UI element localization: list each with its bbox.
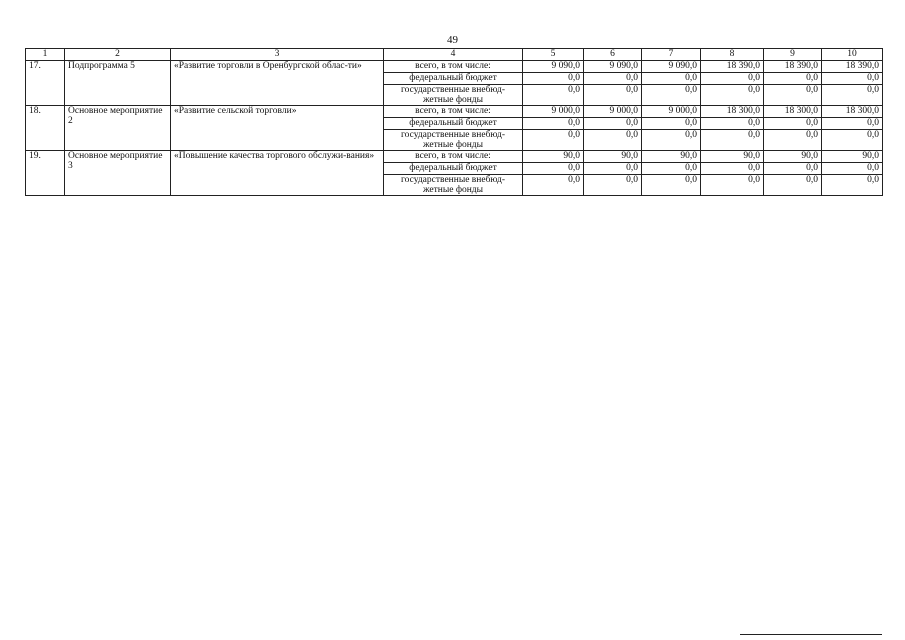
amount-cell: 0,0 xyxy=(523,118,584,130)
amount-cell: 0,0 xyxy=(822,73,883,85)
funding-source: всего, в том числе: xyxy=(384,151,523,163)
funding-source: федеральный бюджет xyxy=(384,73,523,85)
amount-cell: 18 390,0 xyxy=(701,61,764,73)
amount-cell: 0,0 xyxy=(764,85,822,106)
header-cell: 6 xyxy=(584,49,642,61)
header-cell: 8 xyxy=(701,49,764,61)
amount-cell: 0,0 xyxy=(642,73,701,85)
amount-cell: 0,0 xyxy=(642,118,701,130)
amount-cell: 0,0 xyxy=(584,73,642,85)
amount-cell: 9 000,0 xyxy=(584,106,642,118)
item-type: Подпрограмма 5 xyxy=(65,61,171,106)
amount-cell: 0,0 xyxy=(764,73,822,85)
amount-cell: 0,0 xyxy=(701,130,764,151)
item-name: «Развитие сельской торговли» xyxy=(171,106,384,151)
header-cell: 2 xyxy=(65,49,171,61)
amount-cell: 0,0 xyxy=(584,130,642,151)
funding-source: государственные внебюд-жетные фонды xyxy=(384,175,523,196)
amount-cell: 9 000,0 xyxy=(523,106,584,118)
page-number: 49 xyxy=(447,34,458,46)
amount-cell: 0,0 xyxy=(523,73,584,85)
item-type: Основное мероприятие 3 xyxy=(65,151,171,196)
amount-cell: 0,0 xyxy=(701,73,764,85)
amount-cell: 90,0 xyxy=(584,151,642,163)
funding-source: государственные внебюд-жетные фонды xyxy=(384,130,523,151)
funding-source: федеральный бюджет xyxy=(384,163,523,175)
amount-cell: 9 090,0 xyxy=(584,61,642,73)
budget-table xyxy=(25,48,883,196)
amount-cell: 0,0 xyxy=(642,175,701,196)
amount-cell: 0,0 xyxy=(822,130,883,151)
amount-cell: 0,0 xyxy=(584,175,642,196)
item-name: «Развитие торговли в Оренбургской облас-ти» xyxy=(171,61,384,106)
amount-cell: 0,0 xyxy=(822,175,883,196)
amount-cell: 18 300,0 xyxy=(822,106,883,118)
header-cell: 5 xyxy=(523,49,584,61)
amount-cell: 0,0 xyxy=(764,118,822,130)
header-row xyxy=(26,49,883,61)
amount-cell: 0,0 xyxy=(523,130,584,151)
amount-cell: 9 090,0 xyxy=(642,61,701,73)
amount-cell: 0,0 xyxy=(584,118,642,130)
amount-cell: 0,0 xyxy=(642,85,701,106)
amount-cell: 0,0 xyxy=(701,175,764,196)
amount-cell: 90,0 xyxy=(822,151,883,163)
amount-cell: 0,0 xyxy=(523,175,584,196)
header-cell: 9 xyxy=(764,49,822,61)
item-type: Основное мероприятие 2 xyxy=(65,106,171,151)
funding-source: всего, в том числе: xyxy=(384,106,523,118)
table-row xyxy=(26,106,883,118)
amount-cell: 0,0 xyxy=(822,118,883,130)
amount-cell: 18 390,0 xyxy=(822,61,883,73)
header-cell: 7 xyxy=(642,49,701,61)
amount-cell: 9 000,0 xyxy=(642,106,701,118)
amount-cell: 9 090,0 xyxy=(523,61,584,73)
amount-cell: 18 390,0 xyxy=(764,61,822,73)
header-cell: 4 xyxy=(384,49,523,61)
table-row xyxy=(26,151,883,163)
amount-cell: 0,0 xyxy=(523,163,584,175)
row-number: 19. xyxy=(26,151,65,196)
amount-cell: 0,0 xyxy=(523,85,584,106)
funding-source: всего, в том числе: xyxy=(384,61,523,73)
amount-cell: 90,0 xyxy=(701,151,764,163)
amount-cell: 0,0 xyxy=(764,175,822,196)
amount-cell: 0,0 xyxy=(701,85,764,106)
amount-cell: 0,0 xyxy=(584,85,642,106)
amount-cell: 18 300,0 xyxy=(701,106,764,118)
amount-cell: 0,0 xyxy=(764,163,822,175)
header-cell: 3 xyxy=(171,49,384,61)
funding-source: государственные внебюд-жетные фонды xyxy=(384,85,523,106)
item-name: «Повышение качества торгового обслужи-вания» xyxy=(171,151,384,196)
footer-rule xyxy=(740,634,882,635)
amount-cell: 0,0 xyxy=(701,163,764,175)
amount-cell: 0,0 xyxy=(822,163,883,175)
amount-cell: 0,0 xyxy=(642,130,701,151)
amount-cell: 0,0 xyxy=(584,163,642,175)
header-cell: 1 xyxy=(26,49,65,61)
amount-cell: 90,0 xyxy=(642,151,701,163)
amount-cell: 90,0 xyxy=(523,151,584,163)
table-row xyxy=(26,61,883,73)
amount-cell: 0,0 xyxy=(764,130,822,151)
amount-cell: 90,0 xyxy=(764,151,822,163)
funding-source: федеральный бюджет xyxy=(384,118,523,130)
amount-cell: 0,0 xyxy=(822,85,883,106)
amount-cell: 0,0 xyxy=(701,118,764,130)
row-number: 18. xyxy=(26,106,65,151)
header-cell: 10 xyxy=(822,49,883,61)
row-number: 17. xyxy=(26,61,65,106)
amount-cell: 0,0 xyxy=(642,163,701,175)
amount-cell: 18 300,0 xyxy=(764,106,822,118)
